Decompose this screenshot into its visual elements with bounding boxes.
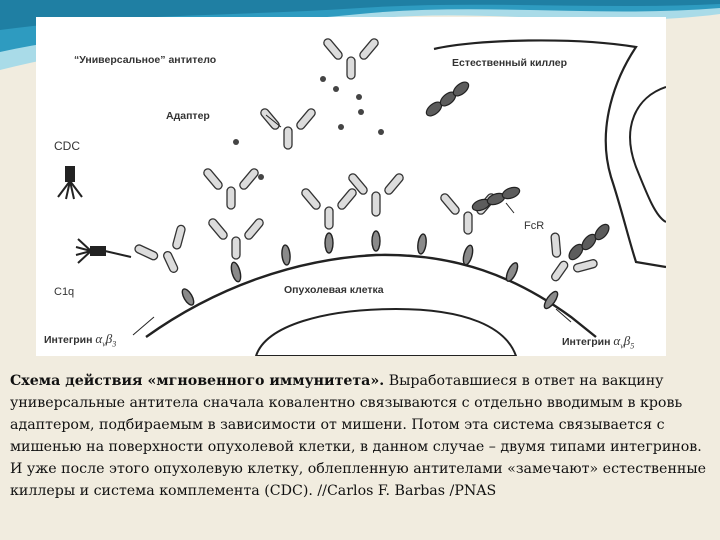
integrin-alpha-v-beta-3 (95, 331, 117, 349)
beta-sub: 5 (630, 341, 635, 351)
beta-symbol: β (623, 333, 631, 348)
integrin-left-label (44, 331, 116, 349)
adapter-molecules (233, 76, 384, 180)
alpha-symbol: α (95, 331, 103, 346)
tumor-nucleus (256, 309, 516, 356)
tumor-cell-label: Опухолевая клетка (284, 284, 384, 296)
fcr-label: FcR (524, 220, 545, 232)
integrin-right-text: Интегрин (562, 336, 611, 348)
caption-title: Схема действия «мгновенного иммунитета». (10, 373, 385, 389)
cdc-complement-icon (58, 167, 82, 199)
alpha-sub: v (620, 341, 624, 351)
integrin-left-text: Интегрин (44, 334, 93, 346)
beta-symbol: β (105, 331, 113, 346)
alpha-symbol: α (613, 333, 621, 348)
killer-inner-contour (630, 87, 666, 222)
immunity-diagram (36, 17, 666, 356)
caption-body: Выработавшиеся в ответ на вакцину универсальные антитела сначала ковалентно связываются с отдельно вводимым в кровь адаптером, подбираемым в зависимости от мишени. Потом эта система связывается с мишенью на поверхности опухолевой клетки, в данном случае – двумя типами интегринов. И уже после этого опухолевую клетку, облепленную антителами «замечают» естественные киллеры и система комплемента (CDC). //Carlos F. Barbas /PNAS (10, 373, 707, 499)
beta-sub: 3 (112, 339, 117, 349)
c1q-icon (76, 239, 131, 263)
alpha-sub: v (102, 339, 106, 349)
integrin-right-label (562, 333, 634, 351)
antibody-group (132, 37, 601, 296)
c1q-label: C1q (54, 286, 75, 298)
adapter-label: Адаптер (166, 110, 210, 122)
diagram-panel (36, 17, 666, 356)
pointer-lines (133, 115, 571, 335)
integrin-alpha-v-beta-5 (613, 333, 635, 351)
natural-killer-label: Естественный киллер (452, 57, 568, 69)
cdc-label: CDC (54, 139, 80, 153)
universal-antibody-label: “Универсальное” антитело (74, 54, 217, 66)
natural-killer-cell (434, 40, 666, 356)
figure-caption (10, 370, 710, 502)
fc-receptor-chains (424, 79, 612, 262)
